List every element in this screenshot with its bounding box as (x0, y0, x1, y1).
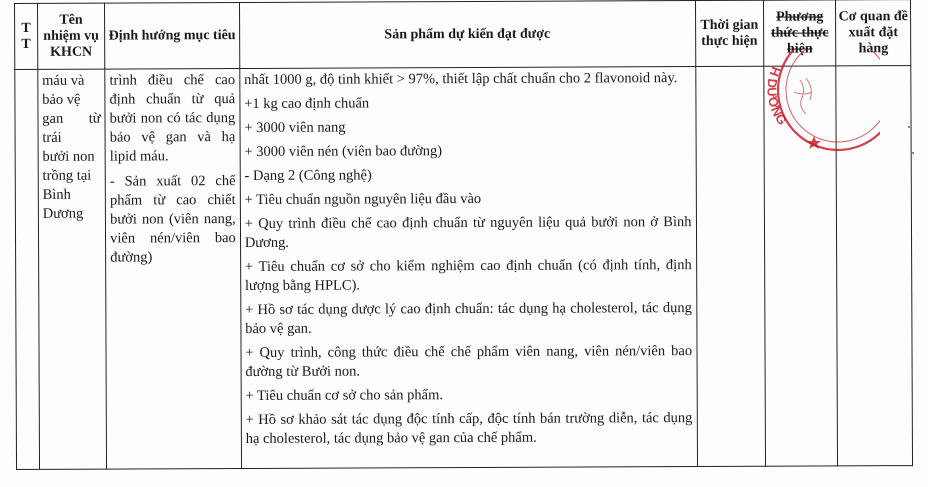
header-task-name: Tên nhiệm vụ KHCN (37, 3, 105, 69)
cell-agency (836, 66, 912, 466)
header-tt: T T (15, 3, 38, 69)
task-line: gan từ trái (42, 110, 101, 146)
task-line: máu và (42, 72, 85, 89)
product-line: + 3000 viên nén (viên bao đường) (244, 143, 443, 160)
product-line: + Hồ sơ khảo sát tác dụng độc tính cấp, độc tính bán trường diễn, tác dụng hạ cholesterol, tác dụng bảo vệ gan của chế phẩm. (245, 410, 693, 447)
cell-product (240, 67, 698, 469)
table-row (15, 66, 913, 470)
task-line: trồng tại (42, 167, 92, 184)
product-line: +1 kg cao định chuẩn (244, 95, 370, 112)
goal-paragraph: - Sản xuất 02 chế phẩm từ cao chiết bưởi non (viên nang, viên nén/viên bao đường) (109, 173, 236, 266)
product-line: + Tiêu chuẩn cơ sở cho kiểm nghiệm cao định chuẩn (có định tính, định lượng bằng HPLC). (244, 257, 692, 294)
task-line: Bình (42, 186, 71, 203)
cell-tt (15, 69, 40, 469)
product-line: + Quy trình, công thức điều chế chế phẩm viên nang, viên nén/viên bao đường từ Bưởi non. (245, 343, 693, 380)
task-line: Dương (42, 205, 84, 222)
cell-goal (105, 69, 241, 470)
task-line: bảo vệ (42, 91, 81, 108)
cell-method (764, 66, 838, 466)
product-line: + Tiêu chuẩn nguồn nguyên liệu đầu vào (244, 190, 482, 208)
scan-speck (912, 152, 914, 154)
table-header-row (15, 0, 911, 69)
cell-task-name (38, 69, 107, 469)
stamp-text: H DƯƠNG (764, 64, 791, 128)
cell-time (695, 66, 765, 466)
goal-paragraph: trình điều chế cao định chuẩn từ quả bưởi non có tác dụng bảo vệ gan và hạ lipid máu. (109, 72, 236, 165)
task-line: bưởi non (42, 148, 95, 165)
header-product: Sản phẩm dự kiến đạt được (239, 1, 695, 69)
product-line: + Quy trình điều chế cao định chuẩn từ nguyên liệu quả bưởi non ở Bình Dương. (244, 214, 692, 251)
product-line: + Hồ sơ tác dụng dược lý cao định chuẩn: tác dụng hạ cholesterol, tác dụng bảo vệ gan. (245, 300, 692, 337)
product-line: - Dạng 2 (Công nghệ) (244, 167, 372, 184)
product-line: + Tiêu chuẩn cơ sở cho sản phẩm. (245, 387, 444, 404)
header-goal: Định hướng mục tiêu (105, 3, 240, 70)
product-line: nhất 1000 g, độ tinh khiết > 97%, thiết lập chất chuẩn cho 2 flavonoid này. (244, 70, 678, 88)
task-table (14, 0, 913, 470)
header-agency: Cơ quan đề xuất đặt hàng (836, 0, 911, 66)
scan-speck (908, 126, 910, 128)
product-line: + 3000 viên nang (244, 119, 346, 136)
header-time: Thời gian thực hiện (695, 0, 764, 66)
header-method: Phương thức thực hiện (763, 0, 836, 66)
